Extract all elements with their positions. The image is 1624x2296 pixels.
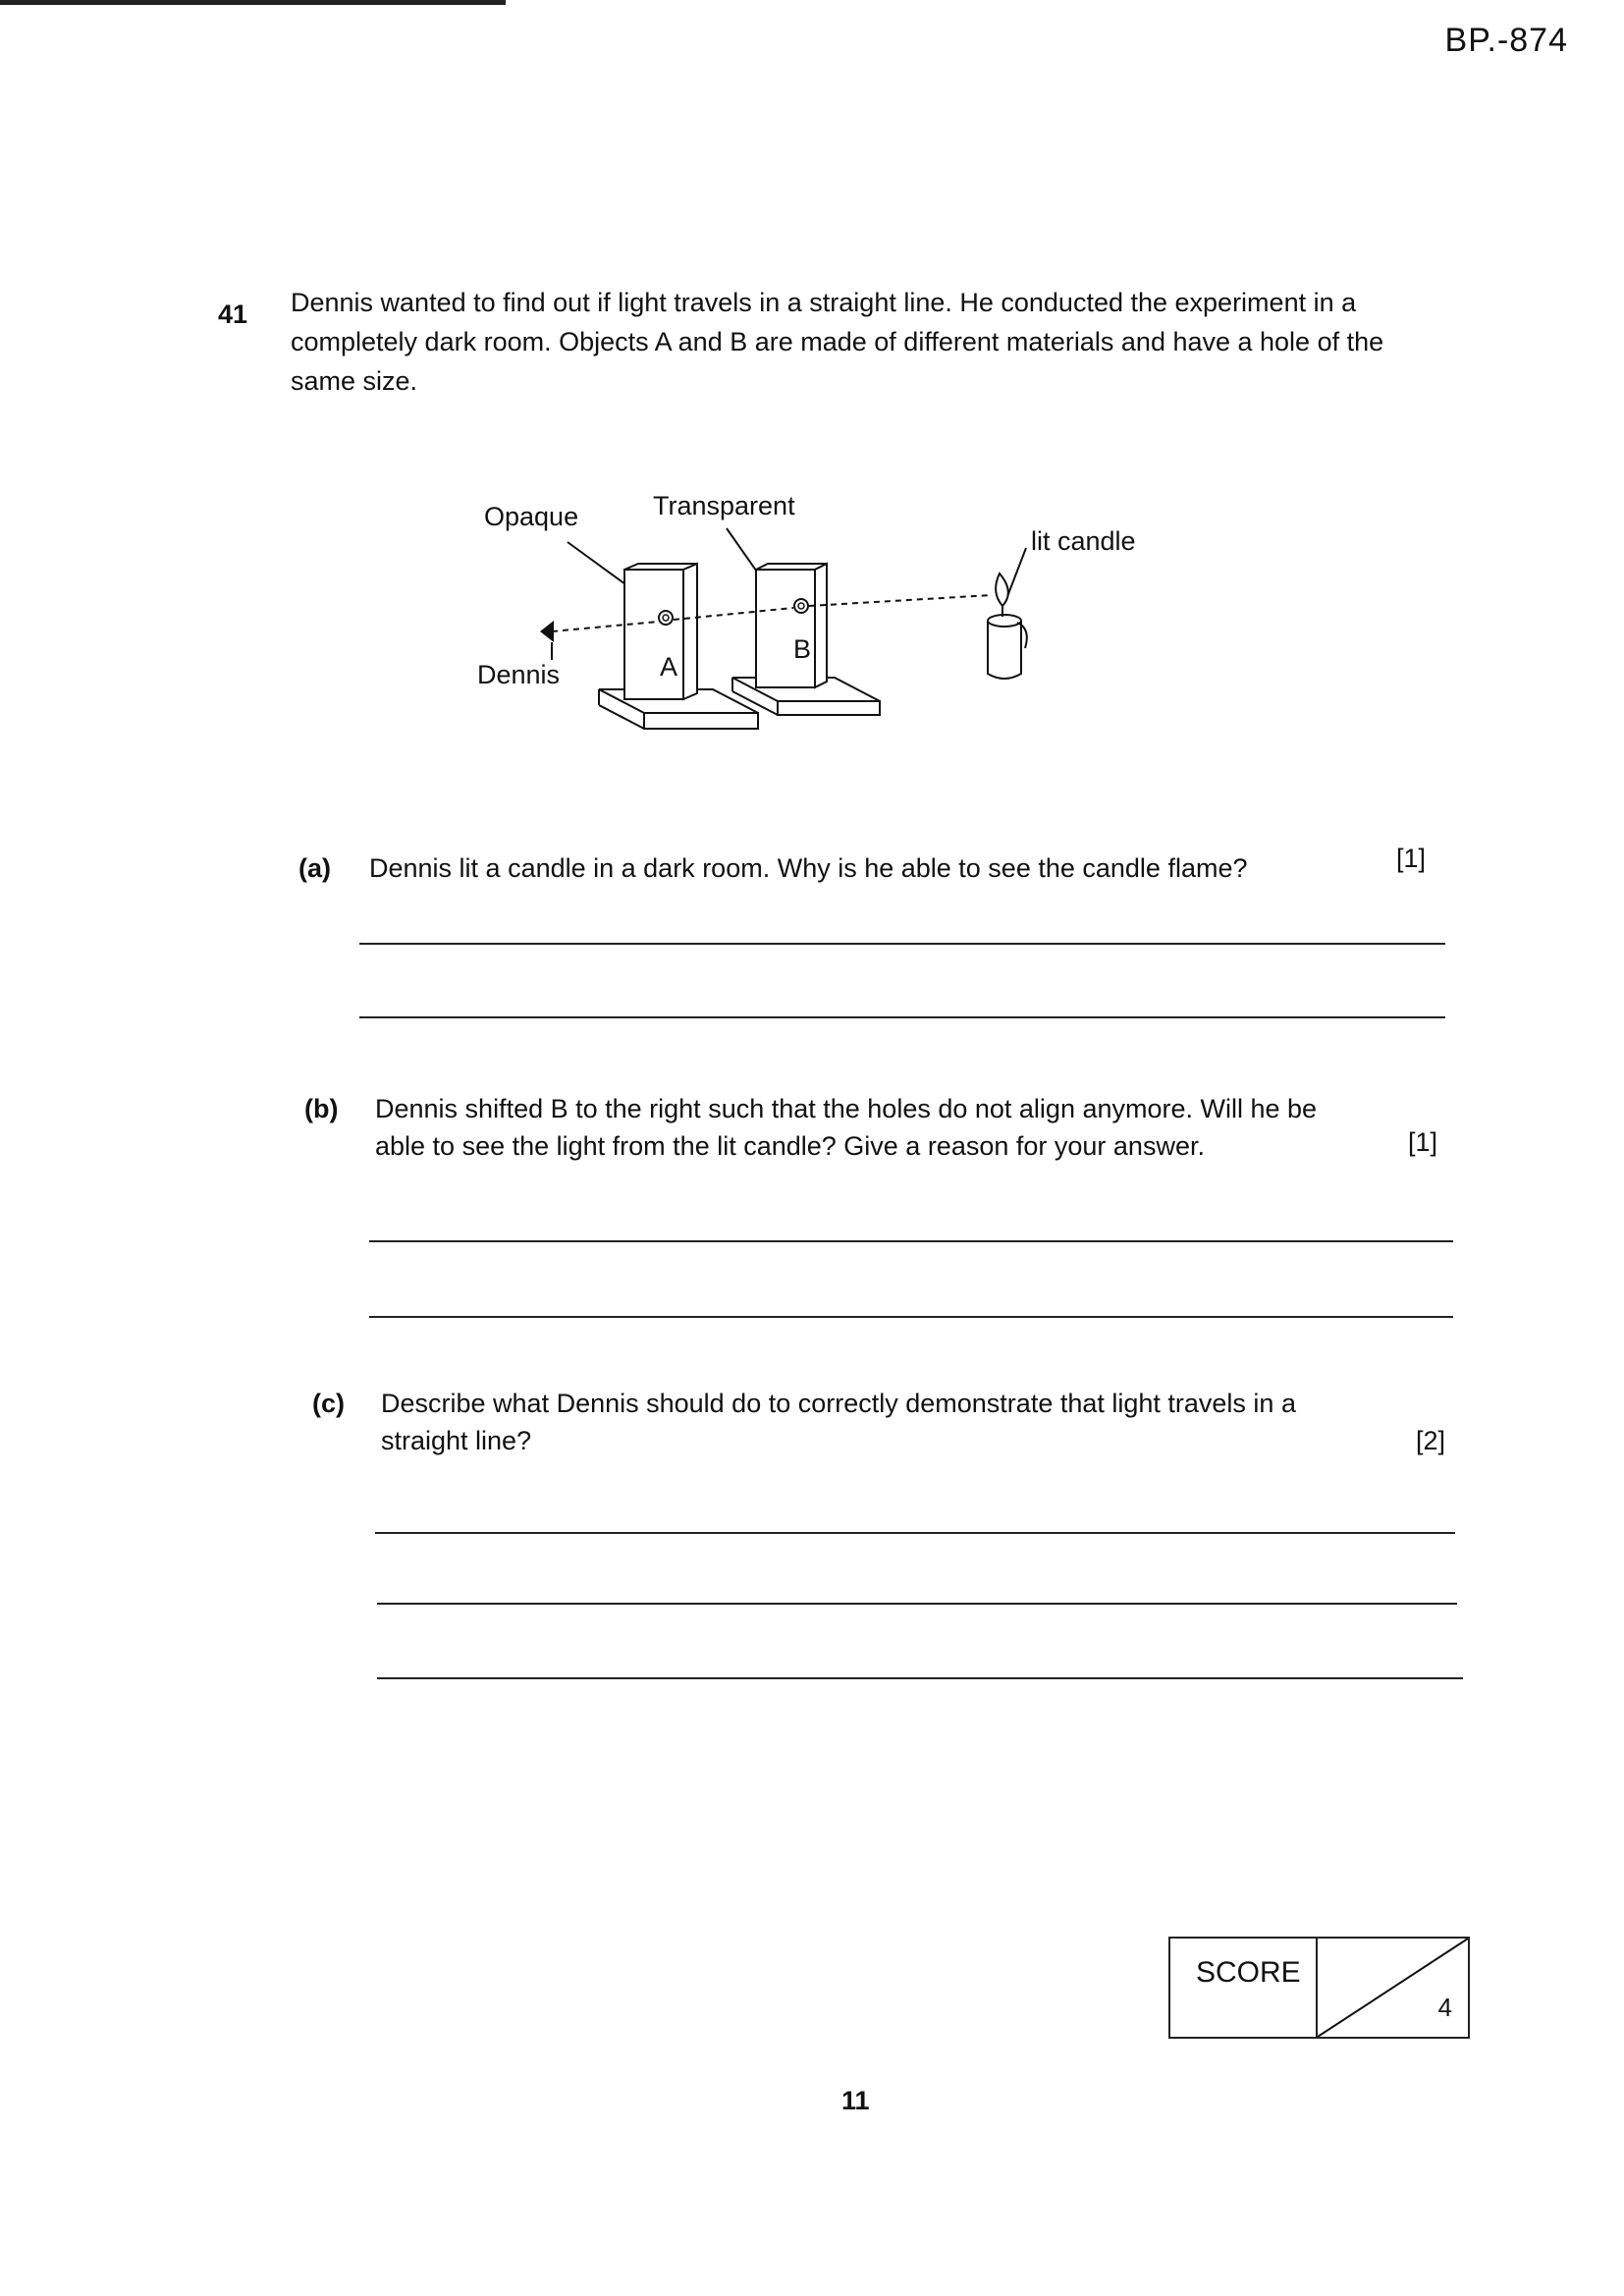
score-label-cell (1170, 1939, 1318, 2037)
question-number: 41 (218, 300, 248, 329)
part-b-marks: [1] (1408, 1127, 1438, 1157)
answer-line-a2[interactable] (359, 1016, 1445, 1018)
label-dennis: Dennis (477, 660, 561, 689)
answer-line-a1[interactable] (359, 943, 1445, 945)
object-a (599, 564, 758, 729)
object-b (732, 564, 880, 715)
answer-line-c1[interactable] (375, 1532, 1455, 1534)
label-opaque: Opaque (484, 502, 579, 531)
part-a-marks: [1] (1396, 844, 1427, 873)
paper-code: BP.-874 (1444, 22, 1568, 59)
answer-line-b1[interactable] (369, 1240, 1453, 1242)
part-b-letter: (b) (304, 1094, 339, 1123)
part-a (298, 844, 1437, 889)
question-stem: Dennis wanted to find out if light travels in a straight line. He conducted the experiment in a completely dark room. Objects A and B are made of different materials and have a hole of the same size. (291, 288, 1384, 396)
label-transparent: Transparent (653, 491, 795, 520)
label-a: A (660, 652, 678, 682)
answer-line-c3[interactable] (377, 1677, 1463, 1679)
answer-line-b2[interactable] (369, 1316, 1453, 1318)
experiment-diagram (461, 481, 1168, 766)
part-c-letter: (c) (312, 1389, 345, 1418)
part-c-text: Describe what Dennis should do to correctly demonstrate that light travels in a straight line? (381, 1389, 1296, 1455)
score-box (1168, 1937, 1470, 2039)
score-max: 4 (1437, 1993, 1452, 2022)
top-rule (0, 0, 506, 5)
page-number: 11 (841, 2086, 870, 2115)
part-c-marks: [2] (1416, 1426, 1446, 1455)
answer-line-c2[interactable] (377, 1603, 1457, 1605)
part-a-text: Dennis lit a candle in a dark room. Why is he able to see the candle flame? (369, 853, 1248, 883)
part-b-text: Dennis shifted B to the right such that the holes do not align anymore. Will he be able to see the light from the lit candle? Give a reason for your answer. (375, 1094, 1318, 1161)
label-b: B (793, 634, 812, 664)
part-c (312, 1385, 1451, 1463)
part-a-letter: (a) (298, 853, 331, 883)
pointer-candle (1006, 548, 1026, 599)
candle-icon (988, 574, 1027, 679)
part-b (304, 1090, 1443, 1169)
eye-icon (540, 621, 554, 660)
label-lit-candle: lit candle (1031, 526, 1136, 556)
score-label: SCORE (1196, 1956, 1301, 1989)
